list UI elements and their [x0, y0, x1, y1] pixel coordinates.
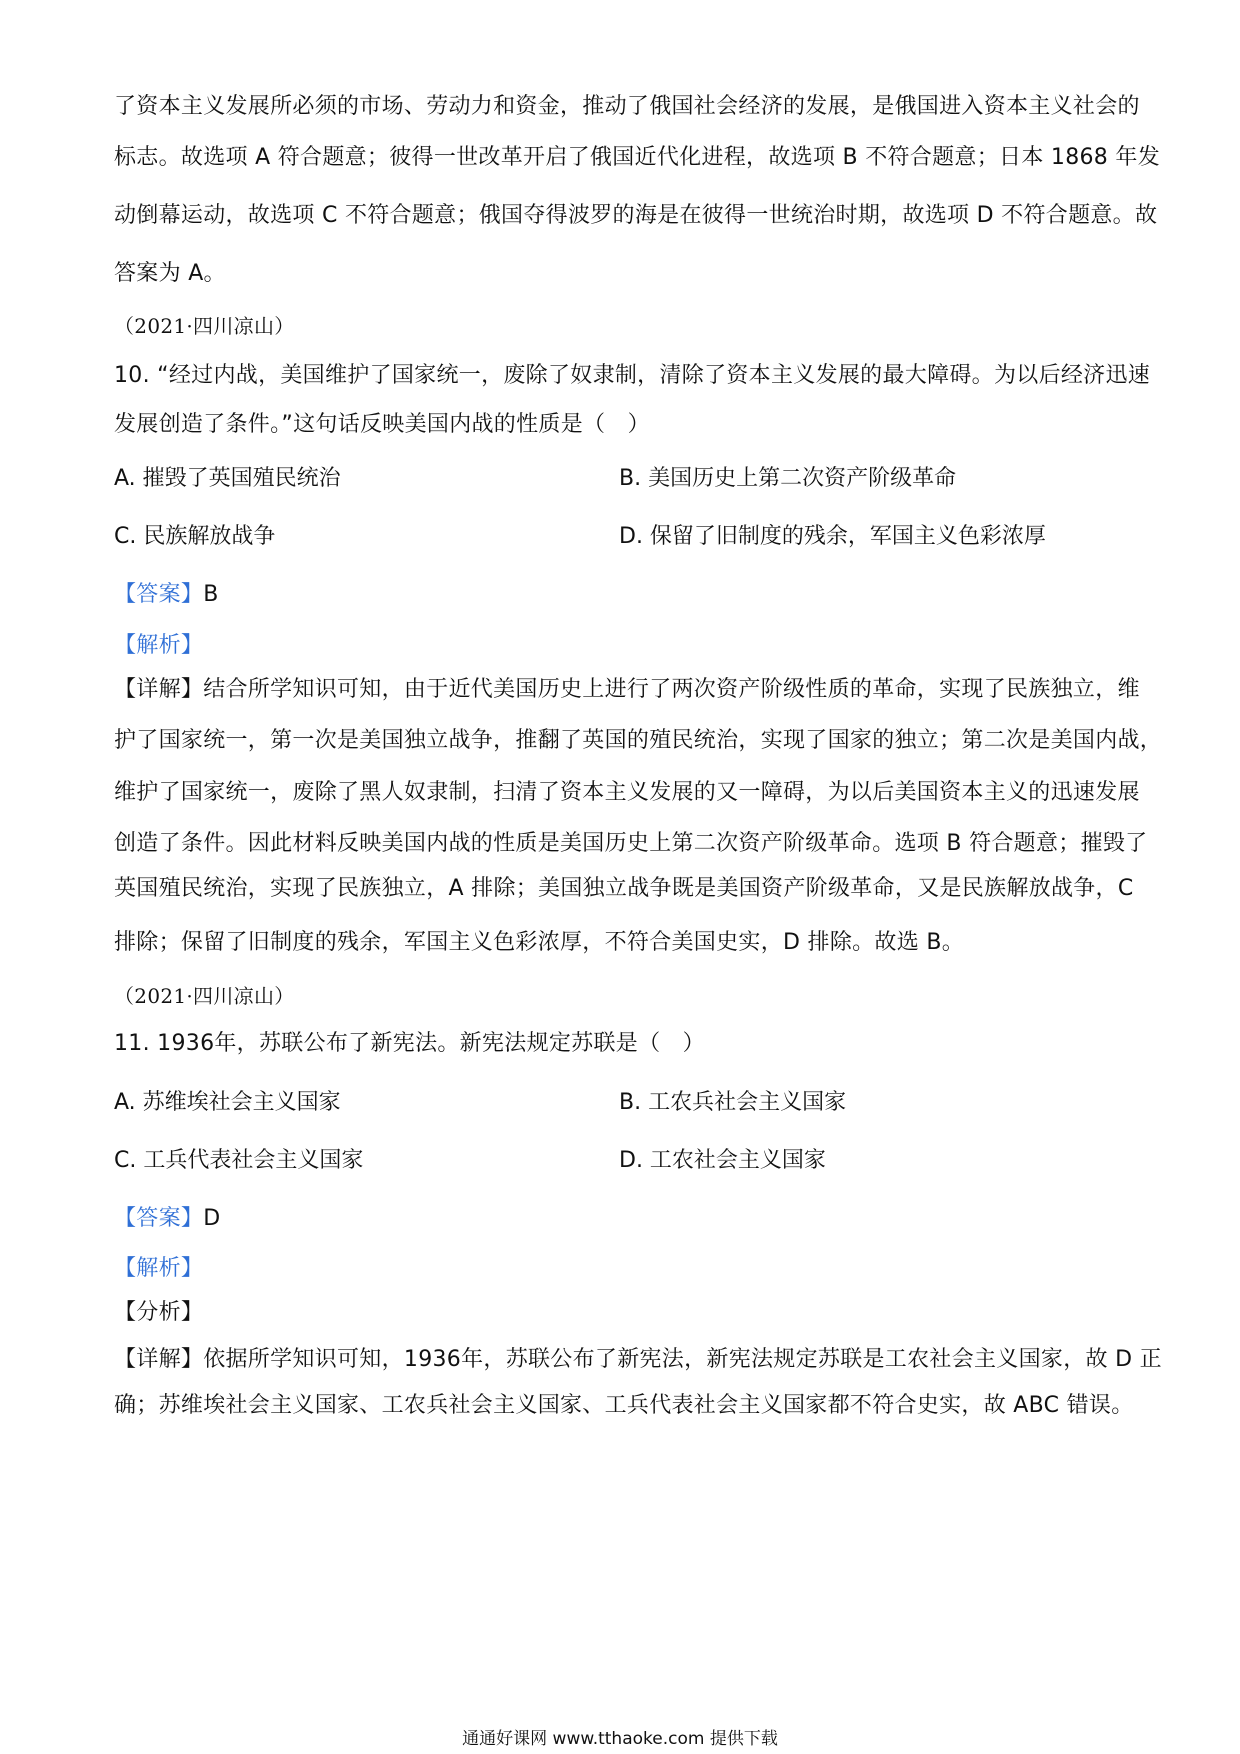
q11-analysis-tag: 【解析】	[114, 1256, 204, 1281]
intro-line-4: 答案为 A。	[114, 261, 226, 286]
q10-detail-line-6: 排除；保留了旧制度的残余，军国主义色彩浓厚，不符合美国史实，D 排除。故选 B。	[114, 930, 965, 955]
q10-detail-line-3: 维护了国家统一，废除了黑人奴隶制，扫清了资本主义发展的又一障碍，为以后美国资本主义的迅速发展	[114, 780, 1140, 805]
q11-detail-line-1: 【详解】依据所学知识可知，1936年，苏联公布了新宪法，新宪法规定苏联是工农社会主义国家，故 D 正	[114, 1347, 1162, 1372]
intro-line-2: 标志。故选项 A 符合题意；彼得一世改革开启了俄国近代化进程，故选项 B 不符合题意；日本 1868 年发	[114, 145, 1160, 170]
q10-answer-row	[114, 580, 1130, 610]
q11-source: （2021·四川凉山）	[114, 984, 295, 1008]
q10-answer-tag: 【答案】	[114, 582, 204, 607]
q10-answer: B	[203, 582, 219, 607]
page-footer: 通通好课网 www.tthaoke.com 提供下载	[462, 1729, 778, 1749]
q10-analysis-tag: 【解析】	[114, 633, 204, 658]
q11-answer-tag: 【答案】	[114, 1206, 204, 1231]
q10-option-d: D. 保留了旧制度的残余，军国主义色彩浓厚	[619, 524, 1046, 549]
intro-line-1: 了资本主义发展所必须的市场、劳动力和资金，推动了俄国社会经济的发展，是俄国进入资本主义社会的	[114, 94, 1140, 119]
q10-option-a: A. 摧毁了英国殖民统治	[114, 466, 341, 491]
q10-detail-line-4: 创造了条件。因此材料反映美国内战的性质是美国历史上第二次资产阶级革命。选项 B 符合题意；摧毁了	[114, 831, 1148, 856]
q11-detail-line-2: 确；苏维埃社会主义国家、工农兵社会主义国家、工兵代表社会主义国家都不符合史实，故 ABC 错误。	[114, 1393, 1134, 1418]
q11-fenxi: 【分析】	[114, 1300, 204, 1325]
q11-answer-row	[114, 1204, 1130, 1234]
q10-detail-line-1: 【详解】结合所学知识可知，由于近代美国历史上进行了两次资产阶级性质的革命，实现了民族独立，维	[114, 677, 1140, 702]
q11-option-d: D. 工农社会主义国家	[619, 1148, 826, 1173]
q11-stem: 11. 1936年，苏联公布了新宪法。新宪法规定苏联是（ ）	[114, 1031, 705, 1056]
q10-detail-line-5: 英国殖民统治，实现了民族独立，A 排除；美国独立战争既是美国资产阶级革命，又是民族解放战争，C	[114, 876, 1134, 901]
q10-detail-line-2: 护了国家统一，第一次是美国独立战争，推翻了英国的殖民统治，实现了国家的独立；第二次是美国内战，	[114, 728, 1163, 753]
q11-answer: D	[203, 1206, 221, 1231]
q10-stem-line-2: 发展创造了条件。”这句话反映美国内战的性质是（ ）	[114, 412, 650, 437]
q11-option-c: C. 工兵代表社会主义国家	[114, 1148, 364, 1173]
q10-stem-line-1: 10. “经过内战，美国维护了国家统一，废除了奴隶制，清除了资本主义发展的最大障碍。为以后经济迅速	[114, 363, 1151, 388]
q11-option-b: B. 工农兵社会主义国家	[619, 1090, 847, 1115]
intro-line-3: 动倒幕运动，故选项 C 不符合题意；俄国夺得波罗的海是在彼得一世统治时期，故选项 D 不符合题意。故	[114, 203, 1158, 228]
q10-source: （2021·四川凉山）	[114, 314, 295, 338]
q11-option-a: A. 苏维埃社会主义国家	[114, 1090, 341, 1115]
q10-option-b: B. 美国历史上第二次资产阶级革命	[619, 466, 957, 491]
q10-option-c: C. 民族解放战争	[114, 524, 276, 549]
